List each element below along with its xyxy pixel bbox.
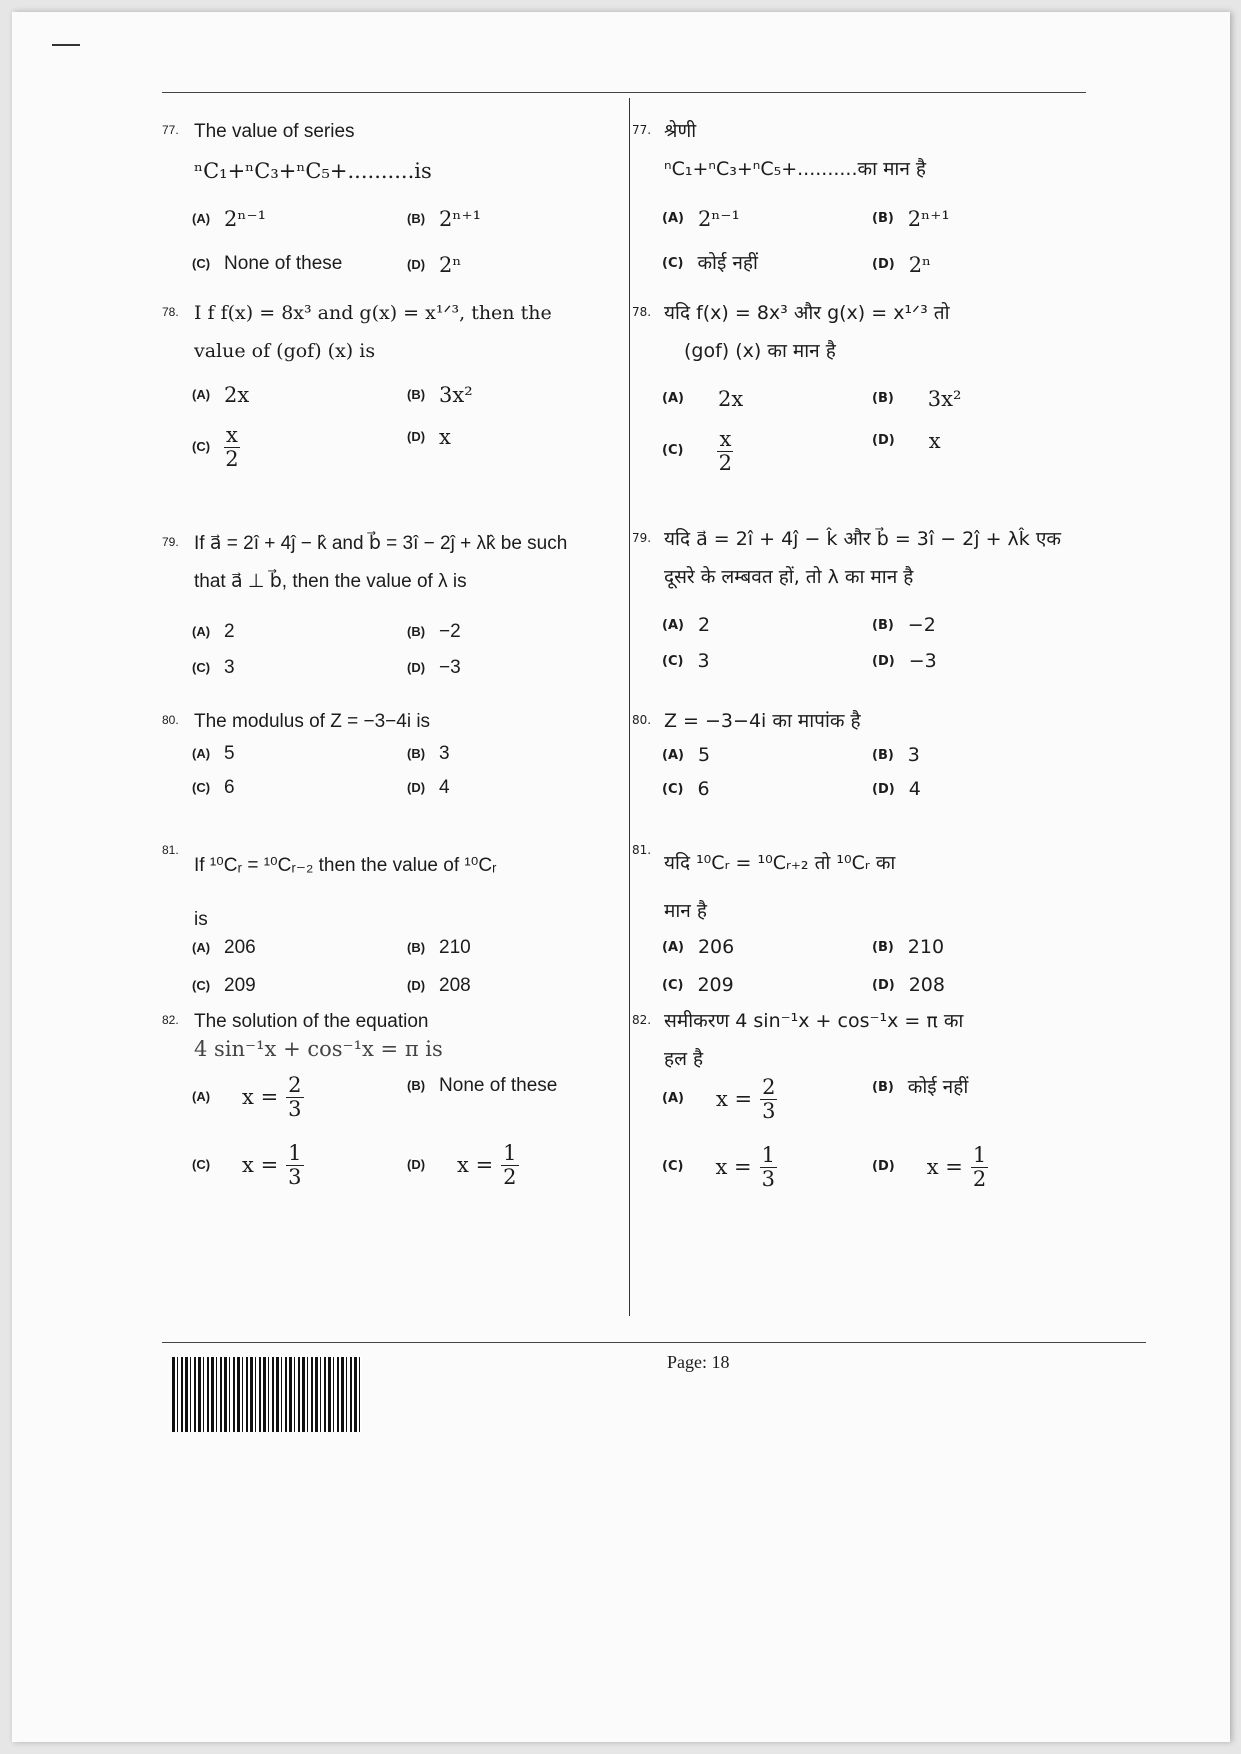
question-text: The modulus of Z = −3−4i is — [194, 711, 431, 732]
question-text: Z = −3−4i का मापांक है — [664, 710, 861, 732]
question-text: श्रेणी — [664, 120, 697, 142]
question-text: समीकरण 4 sin⁻¹x + cos⁻¹x = π का — [664, 1010, 964, 1032]
option-d: (D) 2ⁿ — [407, 253, 462, 277]
question-text: यदि a⃗ = 2î + 4ĵ − k̂ और b⃗ = 3î − 2ĵ + λk̂ एक — [664, 528, 1061, 550]
question-78-hi — [632, 302, 1082, 476]
option-a: (A) x = $\frac{2}{3}$ — [662, 1075, 776, 1124]
question-text: The value of series — [194, 121, 355, 142]
barcode-image — [172, 1357, 362, 1432]
question-number: 79. — [632, 531, 652, 545]
question-text: ⁿC₁+ⁿC₃+ⁿC₅+..........is — [194, 159, 432, 183]
option-b: (B) None of these — [407, 1075, 558, 1096]
question-80-hi — [632, 710, 1082, 800]
option-b: (B) −2 — [407, 621, 461, 642]
question-text: (gof) (x) का मान है — [684, 340, 836, 362]
option-a: (A) 206 — [662, 936, 735, 958]
option-d: (D) x = $\frac{1}{2}$ — [407, 1141, 517, 1190]
option-d: (D) 4 — [872, 778, 921, 800]
question-text: दूसरे के लम्बवत हों, तो λ का मान है — [664, 566, 914, 588]
option-b: (B) −2 — [872, 614, 936, 636]
option-b: (B) 3x² — [872, 387, 962, 411]
question-text: value of (gof) (x) is — [194, 340, 376, 362]
question-number: 77. — [162, 123, 179, 137]
option-d: (D) x = $\frac{1}{2}$ — [872, 1143, 987, 1192]
option-a: (A) 206 — [192, 937, 256, 958]
question-80-en — [162, 710, 612, 798]
exam-page — [12, 12, 1230, 1742]
option-d: (D) x — [407, 425, 451, 449]
option-b: (B) 2ⁿ⁺¹ — [872, 207, 950, 231]
option-a: (A) 2 — [662, 614, 711, 636]
question-79-en — [162, 532, 612, 678]
option-c: (C) x = $\frac{1}{3}$ — [662, 1143, 775, 1192]
fraction: $\frac{x}{2}$ — [225, 423, 239, 472]
option-d: (D) −3 — [872, 650, 937, 672]
question-text: If ¹⁰Cᵣ = ¹⁰Cᵣ₋₂ then the value of ¹⁰Cᵣ — [194, 855, 497, 876]
option-a: (A) 2 — [192, 621, 235, 642]
question-text: यदि f(x) = 8x³ और g(x) = x¹ᐟ³ तो — [664, 302, 950, 324]
question-text: यदि ¹⁰Cᵣ = ¹⁰Cᵣ₊₂ तो ¹⁰Cᵣ का — [664, 852, 896, 874]
question-text: ⁿC₁+ⁿC₃+ⁿC₅+..........का मान है — [664, 158, 927, 180]
option-a: (A) x = $\frac{2}{3}$ — [192, 1073, 302, 1122]
option-c: (C) 209 — [192, 975, 256, 996]
question-number: 81. — [162, 843, 179, 857]
question-82-en — [162, 1010, 612, 1190]
question-82-hi — [632, 1010, 1082, 1192]
option-d: (D) −3 — [407, 657, 461, 678]
option-b: (B) 3 — [872, 744, 920, 766]
question-number: 77. — [632, 123, 652, 137]
option-c: (C) None of these — [192, 253, 343, 274]
option-c: (C) 3 — [662, 650, 710, 672]
option-c: (C) $\frac{x}{2}$ — [662, 427, 733, 476]
question-text: The solution of the equation — [194, 1011, 429, 1032]
footer-rule — [162, 1342, 1146, 1343]
question-number: 82. — [632, 1013, 652, 1027]
question-number: 79. — [162, 535, 179, 549]
question-81-en — [162, 840, 612, 996]
option-c: (C) x = $\frac{1}{3}$ — [192, 1141, 302, 1190]
question-text: that a⃗ ⊥ b⃗, then the value of λ is — [194, 571, 467, 592]
option-d: (D) 2ⁿ — [872, 253, 932, 277]
option-a: (A) 5 — [192, 743, 235, 764]
option-d: (D) 208 — [872, 974, 945, 996]
question-77-en — [162, 120, 612, 277]
question-number: 80. — [162, 713, 179, 727]
option-a: (A) 2ⁿ⁻¹ — [662, 207, 740, 231]
question-number: 78. — [632, 305, 652, 319]
question-text: हल है — [664, 1048, 704, 1070]
option-c: (C) 6 — [192, 777, 235, 798]
question-78-en — [162, 302, 612, 472]
option-c: (C) 209 — [662, 974, 734, 996]
option-d: (D) 4 — [407, 777, 450, 798]
option-b: (B) 210 — [407, 937, 471, 958]
question-text: is — [194, 909, 208, 930]
option-c: (C) कोई नहीं — [662, 252, 758, 274]
option-b: (B) 2ⁿ⁺¹ — [407, 207, 481, 231]
option-a: (A) 2ⁿ⁻¹ — [192, 207, 266, 231]
option-b: (B) 210 — [872, 936, 945, 958]
column-divider — [629, 98, 630, 1316]
option-b: (B) 3x² — [407, 383, 473, 407]
option-a: (A) 2x — [192, 383, 250, 407]
option-a: (A) 5 — [662, 744, 711, 766]
question-number: 78. — [162, 305, 179, 319]
option-c: (C) 6 — [662, 778, 710, 800]
option-c: (C) 3 — [192, 657, 235, 678]
question-number: 81. — [632, 843, 652, 857]
page-number: Page: 18 — [667, 1352, 730, 1372]
option-b: (B) कोई नहीं — [872, 1076, 969, 1098]
option-a: (A) 2x — [662, 387, 744, 411]
question-77-hi — [632, 120, 1082, 277]
option-b: (B) 3 — [407, 743, 450, 764]
question-number: 82. — [162, 1013, 179, 1027]
top-rule — [162, 92, 1086, 93]
option-c: (C) $\frac{x}{2}$ — [192, 423, 239, 472]
corner-mark — [52, 44, 80, 46]
question-79-hi — [632, 528, 1082, 672]
option-d: (D) x — [872, 429, 941, 453]
question-81-hi — [632, 840, 1082, 996]
question-text: If a⃗ = 2î + 4ĵ − k̂ and b⃗ = 3î − 2ĵ + λk̂ be such — [194, 533, 568, 554]
question-text: मान है — [664, 900, 707, 922]
option-d: (D) 208 — [407, 975, 471, 996]
question-number: 80. — [632, 713, 652, 727]
question-text: 4 sin⁻¹x + cos⁻¹x = π is — [194, 1037, 443, 1061]
question-text: I f f(x) = 8x³ and g(x) = x¹ᐟ³, then the — [194, 302, 552, 324]
